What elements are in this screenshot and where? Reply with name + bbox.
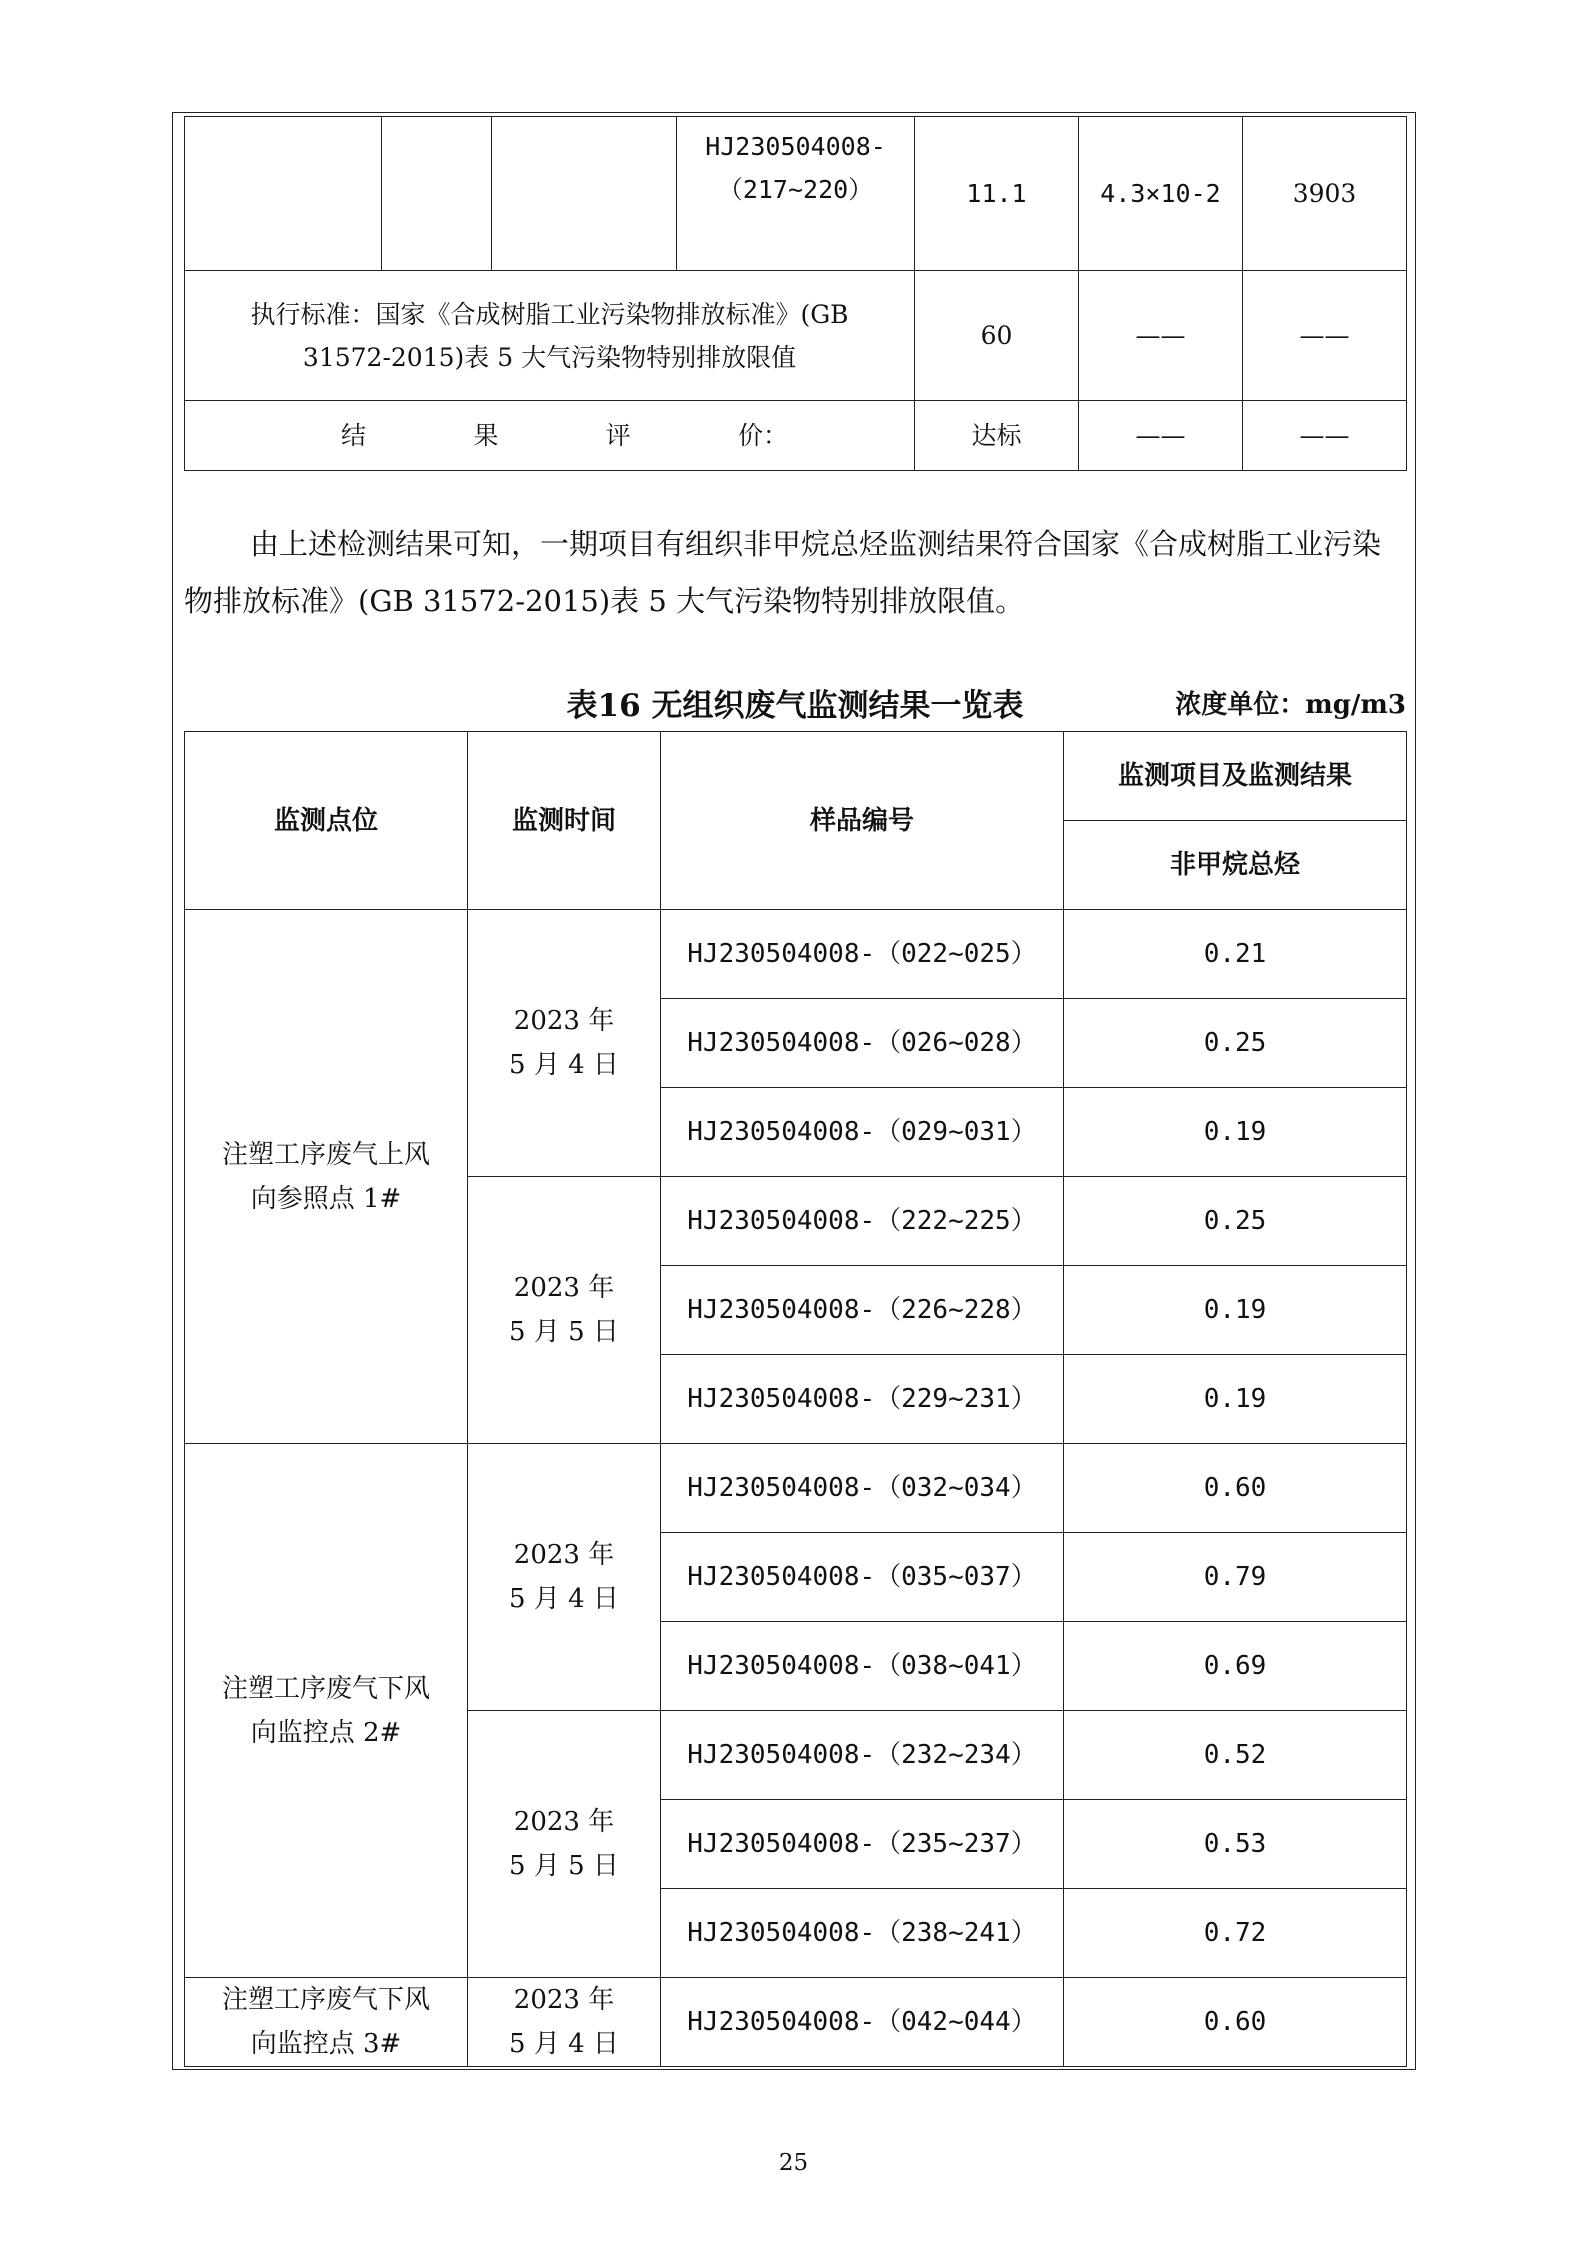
- header-group: 监测项目及监测结果: [1064, 732, 1407, 821]
- value-cell: 0.72: [1064, 1889, 1407, 1978]
- value-cell: 3903: [1243, 117, 1407, 271]
- table-row: [185, 1444, 1407, 1533]
- sample-id-cell: HJ230504008-（226~228）: [661, 1266, 1064, 1355]
- sample-id-cell: HJ230504008-（035~037）: [661, 1533, 1064, 1622]
- sample-id-cell: HJ230504008-（238~241）: [661, 1889, 1064, 1978]
- empty-cell: [492, 117, 677, 271]
- table-row: [185, 117, 1407, 271]
- header-time: 监测时间: [468, 732, 661, 910]
- empty-cell: [185, 117, 382, 271]
- result-row: [185, 401, 1407, 471]
- sample-id-cell: HJ230504008-（029~031）: [661, 1088, 1064, 1177]
- standard-limit: 60: [915, 271, 1079, 401]
- result-verdict: 达标: [915, 401, 1079, 471]
- result-label-char: 价：: [737, 421, 788, 450]
- value-cell: 11.1: [915, 117, 1079, 271]
- standard-dash: ——: [1079, 271, 1243, 401]
- value-cell: 0.19: [1064, 1088, 1407, 1177]
- table-row: [185, 1978, 1407, 2067]
- result-label-char: 果: [473, 421, 499, 450]
- site-cell: 注塑工序废气上风向参照点 1#: [185, 910, 468, 1444]
- standard-row: [185, 271, 1407, 401]
- date-cell: 2023 年5 月 4 日: [468, 1444, 661, 1711]
- continued-results-table: [184, 116, 1407, 471]
- conclusion-paragraph: 由上述检测结果可知，一期项目有组织非甲烷总烃监测结果符合国家《合成树脂工业污染物排放标准》(GB 31572-2015)表 5 大气污染物特别排放限值。: [184, 527, 1382, 618]
- standard-label: 执行标准：国家《合成树脂工业污染物排放标准》(GB 31572-2015)表 5 大气污染物特别排放限值: [185, 271, 915, 401]
- value-cell: 0.60: [1064, 1978, 1407, 2067]
- sample-id-cell: HJ230504008-（229~231）: [661, 1355, 1064, 1444]
- sample-id-cell: HJ230504008-（026~028）: [661, 999, 1064, 1088]
- value-cell: 0.25: [1064, 999, 1407, 1088]
- concentration-unit: 浓度单位：mg/m3: [1175, 690, 1406, 720]
- value-cell: 0.19: [1064, 1355, 1407, 1444]
- result-label-char: 评: [605, 421, 631, 450]
- sample-id-cell: HJ230504008-（235~237）: [661, 1800, 1064, 1889]
- value-cell: 0.25: [1064, 1177, 1407, 1266]
- sample-id-cell: HJ230504008-（222~225）: [661, 1177, 1064, 1266]
- result-dash: ——: [1079, 401, 1243, 471]
- value-cell: 0.53: [1064, 1800, 1407, 1889]
- result-label-char: 结: [341, 421, 367, 450]
- empty-cell: [382, 117, 492, 271]
- fugitive-emission-table: [184, 731, 1407, 2067]
- standard-dash: ——: [1243, 271, 1407, 401]
- value-cell: 0.52: [1064, 1711, 1407, 1800]
- header-sample: 样品编号: [661, 732, 1064, 910]
- sample-id-cell: HJ230504008-（022~025）: [661, 910, 1064, 999]
- table-title: 表16 无组织废气监测结果一览表: [566, 688, 1024, 724]
- sample-id-cell: HJ230504008-（042~044）: [661, 1978, 1064, 2067]
- date-cell: 2023 年5 月 5 日: [468, 1177, 661, 1444]
- table-row: [185, 910, 1407, 999]
- date-cell: 2023 年5 月 4 日: [468, 1978, 661, 2067]
- result-label: [185, 401, 915, 471]
- date-cell: 2023 年5 月 5 日: [468, 1711, 661, 1978]
- value-cell: 0.19: [1064, 1266, 1407, 1355]
- value-cell: 0.60: [1064, 1444, 1407, 1533]
- site-cell: 注塑工序废气下风向监控点 3#: [185, 1978, 468, 2067]
- value-cell: 4.3×10-2: [1079, 117, 1243, 271]
- result-dash: ——: [1243, 401, 1407, 471]
- header-site: 监测点位: [185, 732, 468, 910]
- sample-id-cell: HJ230504008-（232~234）: [661, 1711, 1064, 1800]
- site-cell: 注塑工序废气下风向监控点 2#: [185, 1444, 468, 1978]
- value-cell: 0.79: [1064, 1533, 1407, 1622]
- sample-id-cell: HJ230504008-（032~034）: [661, 1444, 1064, 1533]
- value-cell: 0.69: [1064, 1622, 1407, 1711]
- value-cell: 0.21: [1064, 910, 1407, 999]
- sample-id-cell: HJ230504008-（038~041）: [661, 1622, 1064, 1711]
- sample-id-cell: HJ230504008-（217~220）: [677, 117, 915, 271]
- page-number: 25: [778, 2150, 809, 2176]
- table-header-row: [185, 732, 1407, 821]
- header-item: 非甲烷总烃: [1064, 821, 1407, 910]
- date-cell: 2023 年5 月 4 日: [468, 910, 661, 1177]
- table-caption: [184, 680, 1406, 724]
